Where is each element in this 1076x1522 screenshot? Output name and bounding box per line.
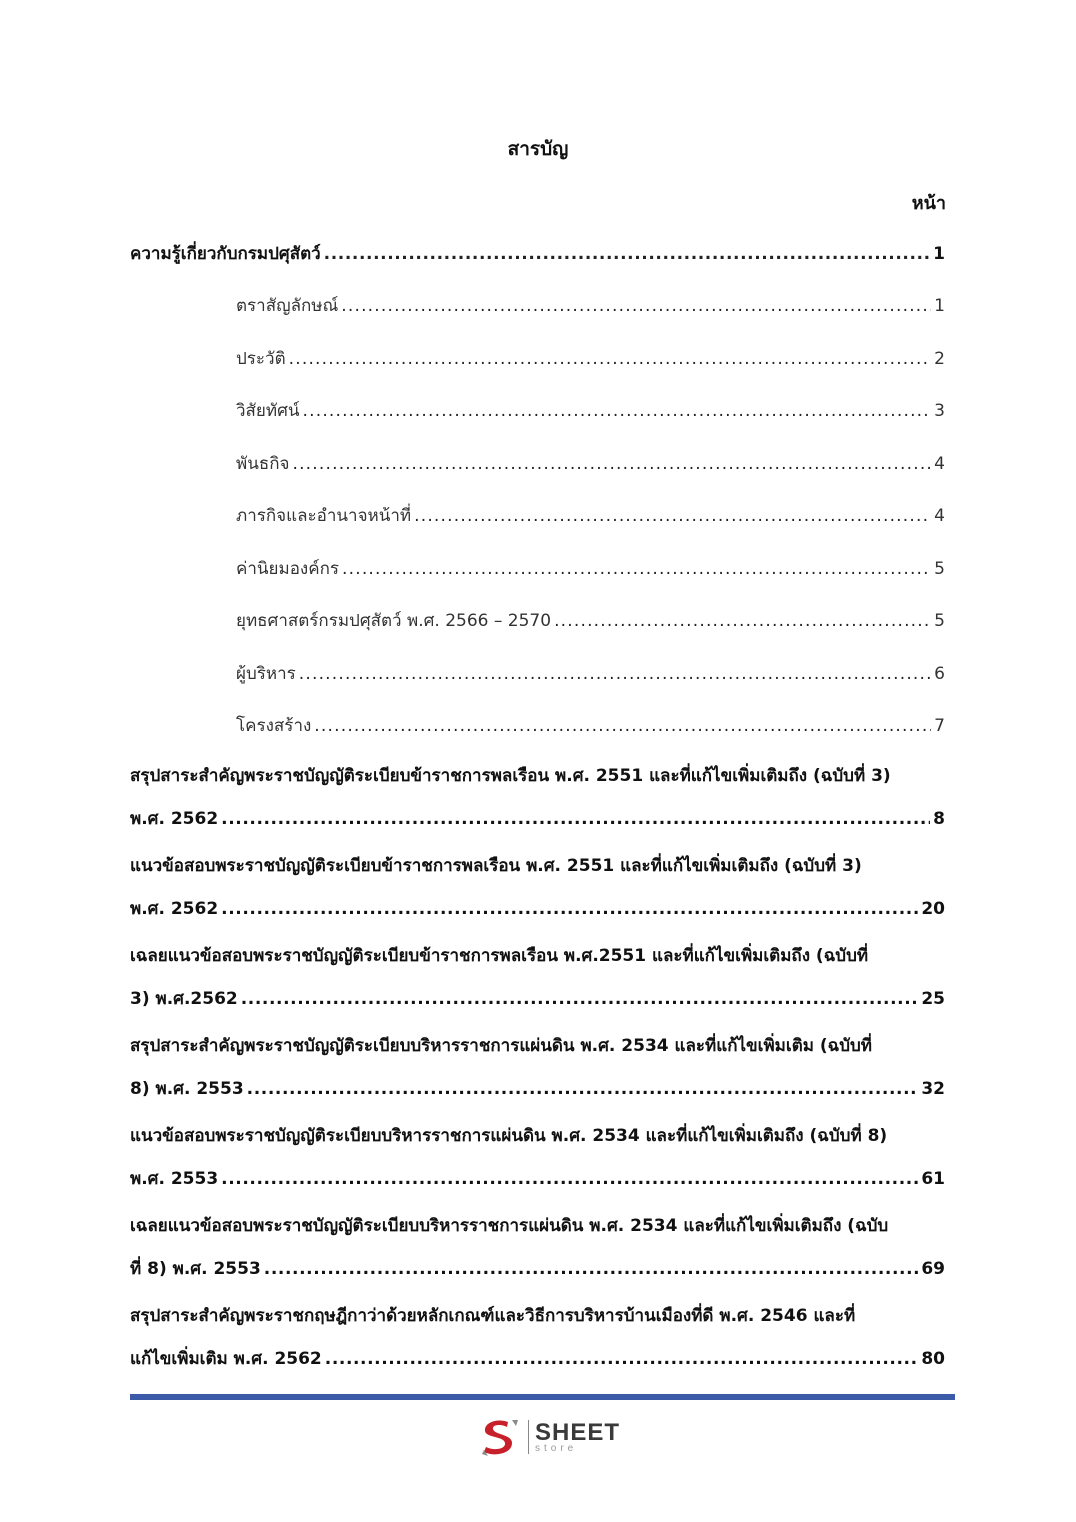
toc-section-title-line1: เฉลยแนวข้อสอบพระราชบัญญัติระเบียบข้าราชการพลเรือน พ.ศ.2551 และที่แก้ไขเพิ่มเติมถึง (ฉบับที่ (130, 945, 869, 966)
dot-leader (342, 559, 931, 579)
toc-section-entry[interactable] (130, 1125, 945, 1215)
toc-section-entry[interactable] (130, 1215, 945, 1305)
toc-section-title-line2: 3) พ.ศ.2562 (130, 988, 238, 1009)
footer-divider-bar (130, 1394, 955, 1400)
s-logo-icon (478, 1416, 522, 1458)
toc-section-title-line2: ที่ 8) พ.ศ. 2553 (130, 1258, 261, 1279)
toc-section-page: 61 (921, 1168, 945, 1189)
dot-leader (299, 664, 931, 684)
toc-section-page: 32 (921, 1078, 945, 1099)
toc-subentry[interactable] (130, 607, 945, 660)
toc-section-entry[interactable] (130, 945, 945, 1035)
table-of-contents (130, 240, 945, 1395)
dot-leader (325, 1349, 919, 1369)
toc-section-page: 8 (933, 808, 945, 829)
toc-section-title-line2: พ.ศ. 2562 (130, 808, 219, 829)
toc-section-title-line1: เฉลยแนวข้อสอบพระราชบัญญัติระเบียบบริหารราชการแผ่นดิน พ.ศ. 2534 และที่แก้ไขเพิ่มเติมถึง (ฉบับ (130, 1215, 889, 1236)
toc-subentry-label: ภารกิจและอำนาจหน้าที่ (236, 506, 412, 526)
toc-subentry-label: โครงสร้าง (236, 716, 312, 736)
toc-subentry-label: ประวัติ (236, 348, 286, 369)
dot-leader (554, 611, 931, 631)
toc-subentry-page: 2 (934, 348, 945, 369)
toc-subentry-page: 1 (934, 296, 945, 316)
logo-brand-text: SHEET (535, 1418, 621, 1446)
toc-section-entry[interactable] (130, 855, 945, 945)
dot-leader (264, 1259, 919, 1279)
toc-subentry[interactable] (130, 397, 945, 450)
toc-section-page: 69 (921, 1258, 945, 1279)
dot-leader (303, 401, 932, 421)
toc-subentry-page: 6 (934, 663, 945, 684)
toc-section-title-line2: 8) พ.ศ. 2553 (130, 1078, 244, 1099)
toc-subentry-label: ยุทธศาสตร์กรมปศุสัตว์ พ.ศ. 2566 – 2570 (236, 611, 552, 631)
toc-subentry[interactable] (130, 660, 945, 713)
toc-subentry-page: 7 (934, 716, 945, 736)
toc-section-title-line2: พ.ศ. 2553 (130, 1168, 219, 1189)
toc-entry-page: 1 (933, 244, 945, 264)
toc-section-title-line2: แก้ไขเพิ่มเติม พ.ศ. 2562 (130, 1348, 322, 1369)
toc-section-page: 25 (921, 988, 945, 1009)
toc-section-title-line1: แนวข้อสอบพระราชบัญญัติระเบียบข้าราชการพลเรือน พ.ศ. 2551 และที่แก้ไขเพิ่มเติมถึง (ฉบับที่ 3) (130, 855, 862, 876)
toc-subentry-page: 4 (934, 453, 945, 474)
dot-leader (324, 244, 930, 264)
toc-subentry-label: ค่านิยมองค์กร (236, 558, 340, 579)
dot-leader (341, 296, 931, 316)
toc-section-title-line1: สรุปสาระสำคัญพระราชบัญญัติระเบียบข้าราชการพลเรือน พ.ศ. 2551 และที่แก้ไขเพิ่มเติมถึง (ฉบับที่ 3) (130, 765, 891, 786)
toc-entry[interactable] (130, 240, 945, 292)
toc-subentry-label: ผู้บริหาร (236, 663, 296, 684)
dot-leader (314, 716, 931, 736)
toc-subentry[interactable] (130, 292, 945, 345)
toc-section-entry[interactable] (130, 765, 945, 855)
toc-section-title-line1: สรุปสาระสำคัญพระราชกฤษฎีกาว่าด้วยหลักเกณฑ์และวิธีการบริหารบ้านเมืองที่ดี พ.ศ. 2546 และที่ (130, 1305, 856, 1326)
dot-leader (221, 1169, 918, 1189)
toc-entry-label: ความรู้เกี่ยวกับกรมปศุสัตว์ (130, 244, 321, 264)
toc-subentry[interactable] (130, 345, 945, 398)
dot-leader (247, 1079, 919, 1099)
toc-subentry-label: วิสัยทัศน์ (236, 401, 300, 421)
dot-leader (221, 899, 918, 919)
logo-sub-text: store (535, 1442, 578, 1454)
toc-subentry-page: 3 (934, 401, 945, 421)
toc-subentry-label: ตราสัญลักษณ์ (236, 296, 339, 316)
logo-divider (528, 1420, 529, 1454)
dot-leader (414, 506, 931, 526)
toc-section-entry[interactable] (130, 1305, 945, 1395)
toc-section-title-line1: สรุปสาระสำคัญพระราชบัญญัติระเบียบบริหารราชการแผ่นดิน พ.ศ. 2534 และที่แก้ไขเพิ่มเติม (ฉบับที่ (130, 1035, 872, 1056)
page-title: สารบัญ (507, 138, 569, 160)
toc-section-page: 20 (921, 898, 945, 919)
toc-subentry[interactable] (130, 450, 945, 503)
toc-subentry-page: 5 (934, 611, 945, 631)
dot-leader (289, 349, 932, 369)
dot-leader (292, 454, 931, 474)
toc-subentry[interactable] (130, 712, 945, 765)
toc-subentry[interactable] (130, 555, 945, 608)
toc-section-entry[interactable] (130, 1035, 945, 1125)
toc-section-page: 80 (921, 1348, 945, 1369)
sheet-store-logo (478, 1414, 628, 1460)
toc-section-title-line2: พ.ศ. 2562 (130, 898, 219, 919)
dot-leader (241, 989, 919, 1009)
toc-subentry-page: 5 (934, 558, 945, 579)
toc-section-title-line1: แนวข้อสอบพระราชบัญญัติระเบียบบริหารราชการแผ่นดิน พ.ศ. 2534 และที่แก้ไขเพิ่มเติมถึง (ฉบับที่ 8) (130, 1125, 888, 1146)
page-column-label: หน้า (911, 193, 946, 214)
toc-subentry-label: พันธกิจ (236, 453, 290, 474)
toc-subentry-page: 4 (934, 506, 945, 526)
dot-leader (221, 809, 930, 829)
toc-subentry[interactable] (130, 502, 945, 555)
